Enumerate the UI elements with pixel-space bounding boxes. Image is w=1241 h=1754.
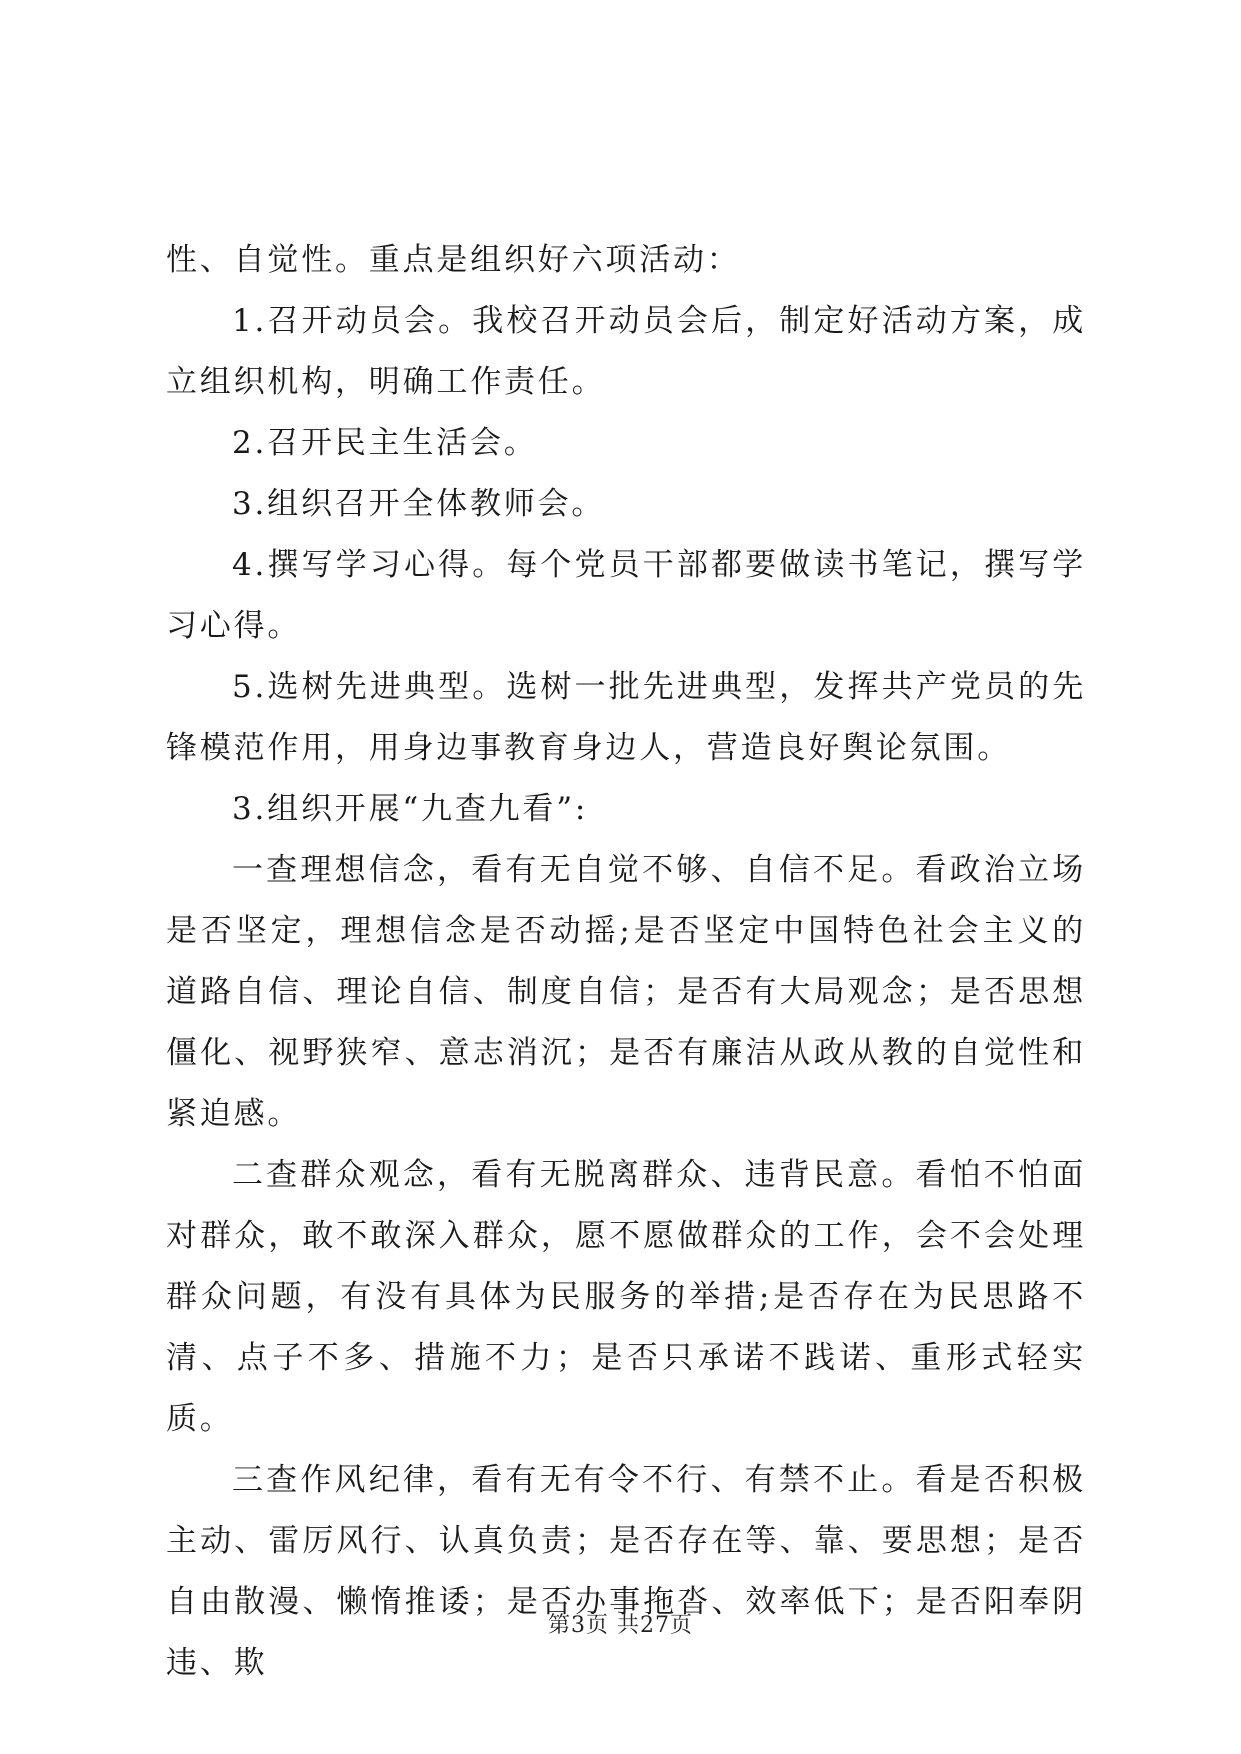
paragraph-item-1: 1.召开动员会。我校召开动员会后，制定好活动方案，成立组织机构，明确工作责任。 [166, 303, 1086, 400]
paragraph-check-2: 二查群众观念，看有无脱离群众、违背民意。看怕不怕面对群众，敢不敢深入群众，愿不愿做群众的工作，会不会处理群众问题，有没有具体为民服务的举措;是否存在为民思路不清、点子不多、措施不力；是否只承诺不践诺、重形式轻实质。 [166, 1157, 1086, 1437]
paragraph-continuation: 性、自觉性。重点是组织好六项活动： [166, 242, 741, 278]
paragraph-item-3: 3.组织召开全体教师会。 [232, 486, 606, 522]
paragraph-item-5: 5.选树先进典型。选树一批先进典型，发挥共产党员的先锋模范作用，用身边事教育身边人，营造良好舆论氛围。 [166, 669, 1086, 766]
document-body [166, 230, 1086, 1694]
paragraph-check-1: 一查理想信念，看有无自觉不够、自信不足。看政治立场是否坚定，理想信念是否动摇;是否坚定中国特色社会主义的道路自信、理论自信、制度自信；是否有大局观念；是否思想僵化、视野狭窄、意志消沉；是否有廉洁从政从教的自觉性和紧迫感。 [166, 852, 1086, 1132]
paragraph-section-heading: 3.组织开展“九查九看”: [232, 791, 589, 827]
paragraph-check-3: 三查作风纪律，看有无有令不行、有禁不止。看是否积极主动、雷厉风行、认真负责；是否存在等、靠、要思想；是否自由散漫、懒惰推诿；是否办事拖沓、效率低下；是否阳奉阴违、欺 [166, 1462, 1086, 1681]
page-number-footer: 第3页 共27页 [548, 1613, 693, 1638]
paragraph-item-4: 4.撰写学习心得。每个党员干部都要做读书笔记，撰写学习心得。 [166, 547, 1086, 644]
paragraph-item-2: 2.召开民主生活会。 [232, 425, 538, 461]
